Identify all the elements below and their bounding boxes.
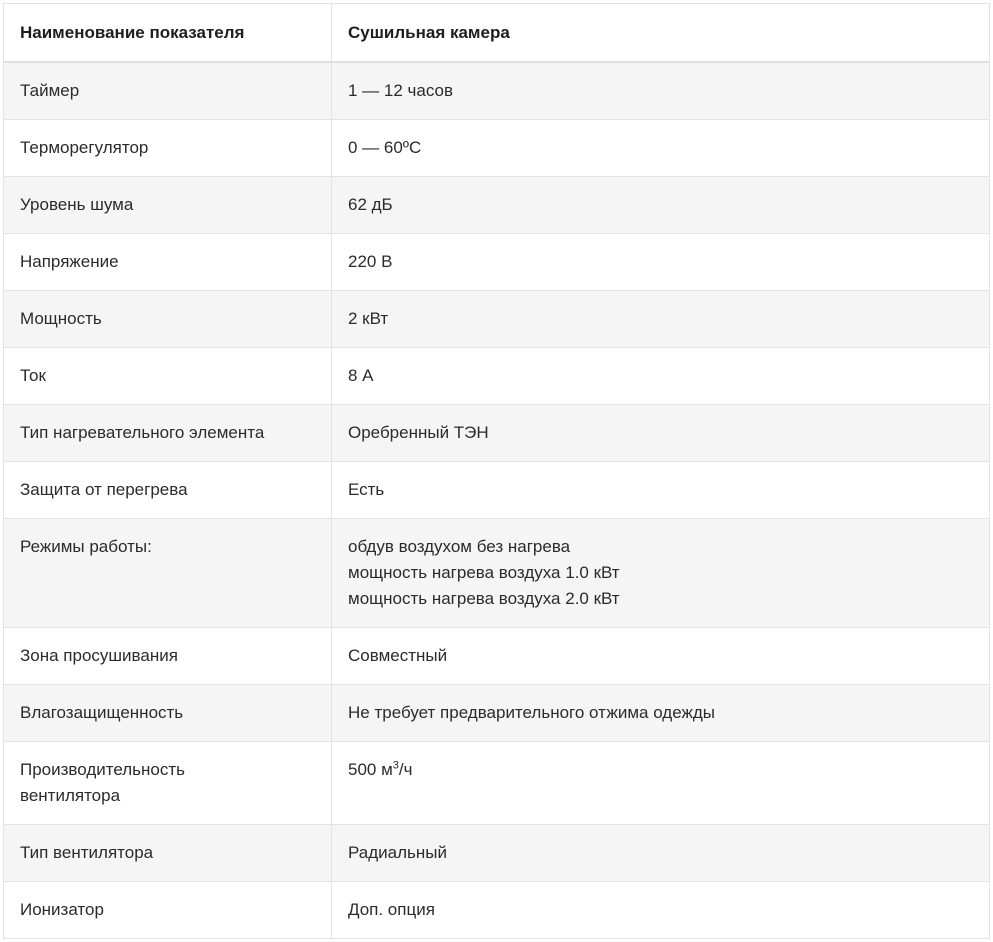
row-value (332, 742, 990, 825)
row-value: 62 дБ (332, 177, 990, 234)
table-row (4, 882, 990, 939)
row-name: Режимы работы: (4, 519, 332, 628)
mode-line: мощность нагрева воздуха 2.0 кВт (348, 589, 620, 608)
row-name: Тип нагревательного элемента (4, 405, 332, 462)
table-row (4, 234, 990, 291)
table-row (4, 742, 990, 825)
mode-line: мощность нагрева воздуха 1.0 кВт (348, 563, 620, 582)
row-name-line: вентилятора (20, 786, 121, 805)
row-name-multiline (4, 742, 332, 825)
table-header-row (4, 4, 990, 63)
row-name: Терморегулятор (4, 120, 332, 177)
row-name: Уровень шума (4, 177, 332, 234)
row-value: Есть (332, 462, 990, 519)
table-row (4, 405, 990, 462)
row-name: Ток (4, 348, 332, 405)
row-name: Защита от перегрева (4, 462, 332, 519)
row-value: 220 В (332, 234, 990, 291)
table-row (4, 177, 990, 234)
header-parameter-name: Наименование показателя (4, 4, 332, 63)
row-name: Мощность (4, 291, 332, 348)
spec-table-container (3, 3, 989, 939)
table-row (4, 62, 990, 120)
table-row (4, 825, 990, 882)
row-value: Не требует предварительного отжима одежды (332, 685, 990, 742)
value-tail: /ч (398, 760, 413, 779)
row-value: Доп. опция (332, 882, 990, 939)
row-name: Тип вентилятора (4, 825, 332, 882)
row-value: 1 — 12 часов (332, 62, 990, 120)
spec-table (3, 3, 990, 939)
row-value: Радиальный (332, 825, 990, 882)
table-row (4, 685, 990, 742)
row-name: Таймер (4, 62, 332, 120)
row-value: Совместный (332, 628, 990, 685)
row-value-multiline (332, 519, 990, 628)
row-name: Напряжение (4, 234, 332, 291)
table-row (4, 348, 990, 405)
table-row (4, 628, 990, 685)
value-superscript: 3 (392, 759, 399, 772)
table-row (4, 120, 990, 177)
row-name: Ионизатор (4, 882, 332, 939)
row-value: 0 — 60ºС (332, 120, 990, 177)
value-main: 500 м (348, 760, 393, 779)
row-value: Оребренный ТЭН (332, 405, 990, 462)
row-name-line: Производительность (20, 760, 186, 779)
table-row (4, 462, 990, 519)
table-row (4, 291, 990, 348)
row-value: 8 А (332, 348, 990, 405)
row-name: Зона просушивания (4, 628, 332, 685)
row-name: Влагозащищенность (4, 685, 332, 742)
table-row (4, 519, 990, 628)
header-drying-chamber: Сушильная камера (332, 4, 990, 63)
mode-line: обдув воздухом без нагрева (348, 537, 571, 556)
row-value: 2 кВт (332, 291, 990, 348)
